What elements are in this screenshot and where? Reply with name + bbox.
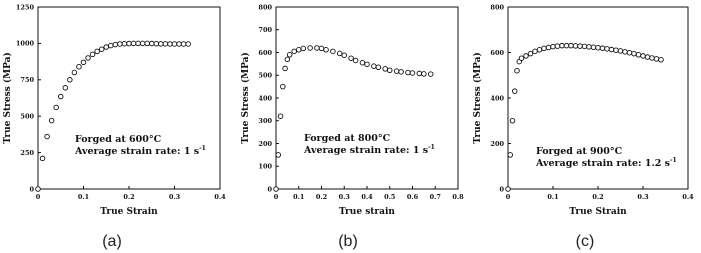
y-tick-label: 750 xyxy=(20,76,34,85)
annotation-line-1: Forged at 800°C xyxy=(304,133,391,144)
data-point xyxy=(650,56,655,61)
data-point xyxy=(109,43,114,48)
data-point xyxy=(569,43,574,48)
data-point xyxy=(72,70,77,75)
x-tick-label: 0.8 xyxy=(452,193,464,201)
annotation-text: Average strain rate: 1.2 s xyxy=(536,158,671,169)
data-point xyxy=(149,41,154,46)
data-point xyxy=(353,58,358,63)
data-point xyxy=(399,70,404,75)
data-point xyxy=(636,52,641,57)
data-point xyxy=(154,41,159,46)
plot-frame xyxy=(276,7,458,189)
x-tick-label: 0.6 xyxy=(406,193,419,201)
data-point xyxy=(278,114,283,119)
data-point xyxy=(510,118,515,123)
data-point xyxy=(104,45,109,50)
data-point xyxy=(365,62,370,67)
x-tick-label: 0 xyxy=(35,193,41,201)
data-point xyxy=(276,153,281,158)
data-point xyxy=(140,41,145,46)
x-tick-label: 0.1 xyxy=(547,193,559,201)
data-point xyxy=(285,57,290,62)
x-axis-label: True Strain xyxy=(100,207,158,217)
y-axis-label: True Stress (MPa) xyxy=(473,52,483,144)
data-point xyxy=(342,53,347,58)
y-tick-label: 800 xyxy=(490,3,504,12)
y-tick-label: 0 xyxy=(267,185,272,194)
data-point xyxy=(281,84,286,89)
data-point xyxy=(508,153,513,158)
data-point xyxy=(627,50,632,55)
data-point xyxy=(136,41,141,46)
plot-frame xyxy=(38,7,220,189)
data-point xyxy=(99,47,104,52)
data-point xyxy=(308,46,313,51)
data-point xyxy=(555,44,560,49)
data-point xyxy=(641,54,646,59)
data-point xyxy=(546,45,551,50)
data-point xyxy=(609,47,614,52)
data-point xyxy=(49,118,54,123)
x-tick-label: 0.2 xyxy=(123,193,135,201)
data-point xyxy=(573,44,578,49)
data-point xyxy=(186,42,191,47)
data-point xyxy=(376,65,381,70)
data-point xyxy=(600,46,605,51)
chart-panel-a xyxy=(2,3,226,250)
data-point xyxy=(145,41,150,46)
y-tick-label: 0 xyxy=(29,185,34,194)
data-point xyxy=(122,41,127,46)
data-point xyxy=(68,78,73,83)
x-tick-label: 0.4 xyxy=(214,193,226,201)
y-tick-label: 300 xyxy=(258,117,272,126)
y-tick-label: 700 xyxy=(258,26,272,35)
x-tick-label: 0.1 xyxy=(77,193,90,201)
data-point xyxy=(551,44,556,49)
data-point xyxy=(58,94,63,99)
data-point xyxy=(118,42,123,47)
data-point xyxy=(77,64,82,69)
y-tick-label: 200 xyxy=(258,139,272,148)
panel-caption: (c) xyxy=(575,233,595,250)
data-point xyxy=(301,46,306,51)
data-markers xyxy=(274,46,433,192)
x-tick-label: 0.4 xyxy=(682,193,694,201)
data-point xyxy=(614,48,619,53)
data-point xyxy=(512,89,517,94)
x-tick-label: 0 xyxy=(273,193,279,201)
data-point xyxy=(387,68,392,73)
annotation-line-1: Forged at 900°C xyxy=(536,146,623,157)
chart-panel-c xyxy=(472,3,694,250)
x-tick-label: 0.2 xyxy=(315,193,328,201)
annotation-superscript: -1 xyxy=(428,144,435,151)
y-tick-label: 1250 xyxy=(15,3,34,12)
data-point xyxy=(360,60,365,65)
data-point xyxy=(54,105,59,110)
data-point xyxy=(163,42,168,47)
x-axis-label: True Strain xyxy=(569,207,627,217)
y-tick-label: 200 xyxy=(490,139,504,148)
data-point xyxy=(337,51,342,56)
data-point xyxy=(331,49,336,54)
data-point xyxy=(582,44,587,49)
y-tick-label: 100 xyxy=(258,162,272,171)
data-point xyxy=(528,51,533,56)
x-tick-label: 0.3 xyxy=(168,193,181,201)
y-axis-label: True Stress (MPa) xyxy=(241,52,251,144)
data-point xyxy=(159,42,164,47)
data-point xyxy=(618,49,623,54)
y-tick-label: 500 xyxy=(258,71,272,80)
x-tick-label: 0.1 xyxy=(293,193,305,201)
annotation-superscript: -1 xyxy=(199,145,206,152)
data-point xyxy=(40,156,45,161)
x-tick-label: 0.5 xyxy=(384,193,396,201)
data-markers xyxy=(506,43,664,191)
annotation-line-2 xyxy=(74,145,206,157)
x-tick-label: 0.7 xyxy=(429,193,441,201)
data-markers xyxy=(36,41,191,191)
annotation-superscript: -1 xyxy=(670,157,677,164)
x-tick-label: 0.4 xyxy=(361,193,373,201)
data-point xyxy=(591,45,596,50)
data-point xyxy=(519,56,524,61)
data-point xyxy=(172,42,177,47)
data-point xyxy=(524,54,529,59)
y-axis-label: True Stress (MPa) xyxy=(3,52,13,144)
y-tick-label: 1000 xyxy=(15,39,34,48)
annotation-line-2 xyxy=(303,144,435,156)
data-point xyxy=(422,72,427,77)
data-point xyxy=(63,86,68,91)
data-point xyxy=(177,42,182,47)
data-point xyxy=(181,42,186,47)
data-point xyxy=(533,49,538,54)
data-point xyxy=(287,52,292,57)
axis-ticks xyxy=(16,3,226,201)
data-point xyxy=(315,46,320,51)
y-tick-label: 500 xyxy=(20,112,34,121)
axis-ticks xyxy=(490,3,694,201)
data-point xyxy=(296,47,301,52)
x-tick-label: 0.3 xyxy=(637,193,649,201)
data-point xyxy=(410,71,415,76)
data-point xyxy=(90,52,95,57)
axis-ticks xyxy=(258,3,464,201)
annotation-text: Average strain rate: 1 s xyxy=(304,145,429,156)
annotation-text: Average strain rate: 1 s xyxy=(75,146,200,157)
chart-panel-b xyxy=(240,3,464,250)
annotation-line-2 xyxy=(535,157,677,169)
data-point xyxy=(605,47,610,52)
annotation-line-1: Forged at 600°C xyxy=(75,134,162,145)
x-axis-label: True strain xyxy=(339,207,395,217)
y-tick-label: 0 xyxy=(499,185,504,194)
data-point xyxy=(515,68,520,73)
panel-caption: (b) xyxy=(338,233,358,250)
data-point xyxy=(394,69,399,74)
x-tick-label: 0.2 xyxy=(592,193,604,201)
data-point xyxy=(428,72,433,77)
data-point xyxy=(537,47,542,52)
data-point xyxy=(623,50,628,55)
data-point xyxy=(131,41,136,46)
y-tick-label: 600 xyxy=(258,48,272,57)
data-point xyxy=(86,56,91,61)
data-point xyxy=(506,187,511,192)
data-point xyxy=(564,43,569,48)
data-point xyxy=(632,51,637,56)
data-point xyxy=(319,46,324,51)
y-tick-label: 400 xyxy=(258,94,272,103)
data-point xyxy=(578,44,583,49)
data-point xyxy=(372,64,377,69)
data-point xyxy=(542,46,547,51)
y-tick-label: 250 xyxy=(20,148,34,157)
data-point xyxy=(645,55,650,60)
data-point xyxy=(274,187,279,192)
data-point xyxy=(292,49,297,54)
y-tick-label: 800 xyxy=(258,3,272,12)
data-point xyxy=(417,71,422,76)
panel-caption: (a) xyxy=(102,233,122,250)
data-point xyxy=(36,187,41,192)
data-point xyxy=(659,57,664,62)
data-point xyxy=(113,42,118,47)
data-point xyxy=(324,47,329,52)
data-point xyxy=(45,134,50,139)
data-point xyxy=(406,70,411,75)
x-tick-label: 0 xyxy=(505,193,511,201)
data-point xyxy=(349,56,354,61)
data-point xyxy=(95,49,100,54)
data-point xyxy=(596,45,601,50)
data-point xyxy=(127,41,132,46)
x-tick-label: 0.3 xyxy=(338,193,350,201)
y-tick-label: 600 xyxy=(490,48,504,57)
data-point xyxy=(654,57,659,62)
data-point xyxy=(383,67,388,72)
y-tick-label: 400 xyxy=(490,94,504,103)
data-point xyxy=(81,60,86,65)
data-point xyxy=(168,42,173,47)
data-point xyxy=(283,66,288,71)
data-point xyxy=(560,43,565,48)
data-point xyxy=(587,45,592,50)
